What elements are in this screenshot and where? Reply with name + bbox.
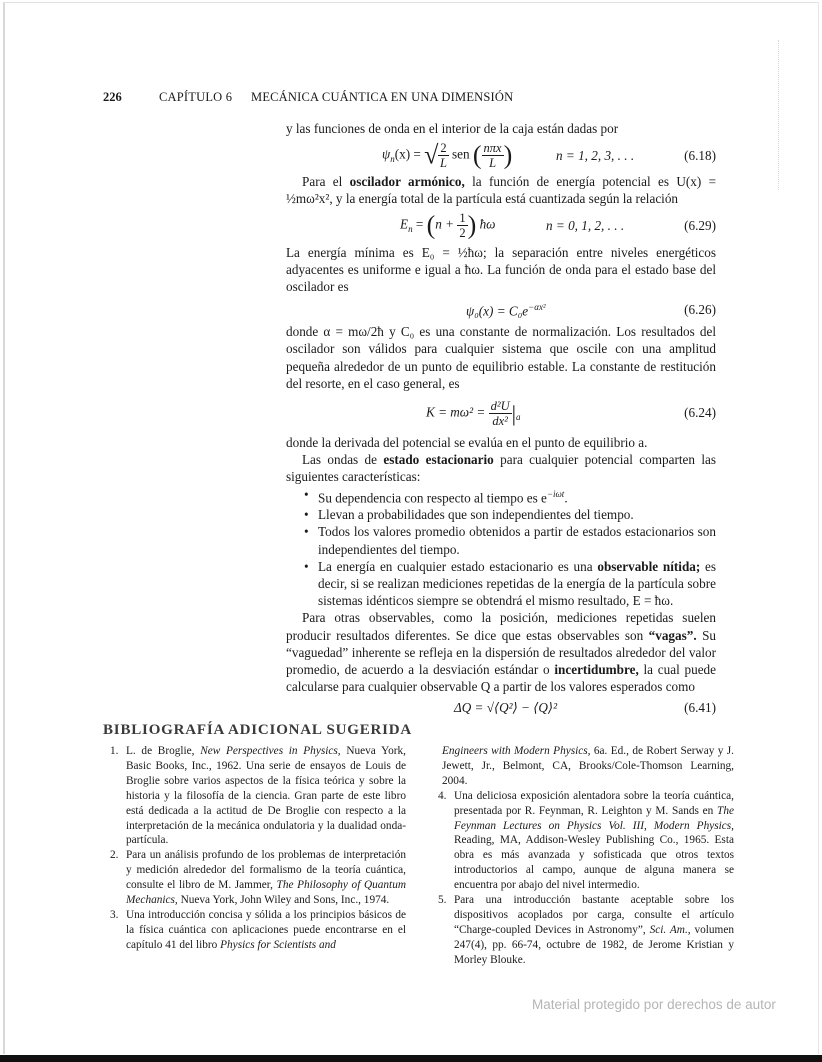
list-item: • Llevan a probabilidades que son independientes del tiempo. [318,506,716,523]
list-item [318,486,716,507]
equation-number: (6.29) [684,218,716,233]
equation-number: (6.41) [684,699,716,715]
text: Reading, MA, Addison-Wesley Publishing Co., 1965. Esta obra es más avanzada y sofisticada que otros textos introductorios al campo, aunque de alguna manera se encuentra por abajo del nivel intermedio. [454,834,734,892]
paragraph [286,173,716,207]
fraction [457,211,467,240]
book-title: New Perspectives in Physics, [200,745,341,757]
paren-left: ( [472,140,482,170]
paragraph [286,451,716,485]
chapter-label: CAPÍTULO 6 [159,90,233,104]
equation-number: (6.26) [684,301,716,317]
paren-left: ( [426,210,436,240]
eq-symbol: E [400,216,409,232]
text: L. de Broglie, [126,745,201,757]
bib-item-continued [438,744,734,789]
text: para cualquier potencial comparten las siguientes características: [286,452,716,485]
eq-sub: n [408,224,413,235]
eq-text: ħω [479,216,496,232]
bib-number: 2. [110,849,119,862]
denominator: 2 [459,226,466,241]
chapter-title: MECÁNICA CUÁNTICA EN UNA DIMENSIÓN [251,90,514,104]
term-bold: estado estacionario [383,452,494,468]
term-bold: incertidumbre, [554,662,639,678]
paragraph [286,609,716,695]
book-title: The Feynman Lectures on Physics Vol. III, Modern Physics, [454,804,734,832]
sqrt-sign: √ [424,140,439,170]
fraction [438,141,448,170]
bib-item [438,789,734,893]
book-title: The Philosophy of Quantum Mechanics, [126,879,407,907]
equation-6-41 [286,695,716,719]
list-item [318,558,716,610]
equation-6-24 [286,392,716,434]
text: la cual puede calcularse para cualquier observable Q a partir de los valores esperados como [286,662,716,695]
characteristics-list [286,486,716,610]
eq-text: ΔQ = √⟨Q²⟩ − ⟨Q⟩² [454,699,558,715]
paren-right: ) [467,210,477,240]
bib-item [110,848,406,908]
term-bold: “vagas”. [648,627,697,643]
text: Para el [302,174,350,190]
bib-number: 4. [438,789,447,802]
bibliography-title: BIBLIOGRAFÍA ADICIONAL SUGERIDA [103,722,413,738]
paragraph: donde α = mω/2ħ y C₀ es una constante de normalización. Los resultados del oscilador son válidos para cualquier sistema que oscile con una amplitud pequeña alrededor de un punto de equilibrio estable. La constante de restitución del resorte, en el caso general, es [286,324,716,391]
text: Para otras observables, como la posición, mediciones repetidas suelen producir resultados diferentes. Se dice que estas observables son [286,610,716,643]
eq-sub: a [516,411,521,422]
text: Su “vaguedad” inherente se refleja en la dispersión de resultados alrededor del valor promedio, de acuerdo a la desviación estándar o [286,627,716,678]
paragraph: La energía mínima es E₀ = ½ħω; la separación entre niveles energéticos adyacentes es uniforme e igual a ħω. La función de onda para el estado base del oscilador es [286,244,716,295]
page-number: 226 [103,90,122,104]
numerator: d²U [490,398,510,413]
equation-6-26 [286,295,716,323]
eq-text: ψ₀(x) = C₀e [466,303,529,319]
text: es decir, si se realizan mediciones repetidas de la energía de la partícula sobre sistemas idénticos siempre se obtendrá el mismo resultado, E = ħω. [318,558,716,609]
eq-sub: n [390,153,395,164]
term-bold: observable nítida; [597,558,701,574]
numerator: 2 [440,140,447,155]
copyright-watermark: Material protegido por derechos de autor [532,997,776,1012]
eq-condition: n = 0, 1, 2, . . . [546,218,625,233]
eq-text: = [415,216,424,232]
text: La energía en cualquier estado estacionario es una [318,558,598,574]
denominator: dx² [492,413,508,428]
paren-right: ) [503,140,513,170]
book-title: Sci. Am., [649,923,691,936]
denominator: L [440,155,447,170]
equation-6-18 [286,137,716,173]
text: Para una introducción bastante aceptable sobre los dispositivos acoplados por carga, consulte el artículo “Charge-coupled Devices in Astronomy”, [454,894,734,936]
eq-text: K = mω² = [426,404,486,420]
text: Su dependencia con respecto al tiempo es e [318,490,547,506]
eq-symbol: ψ [382,146,391,162]
text: Nueva York, John Wiley and Sons, Inc., 1974. [177,894,390,907]
bib-number: 1. [110,745,119,757]
bib-number: 5. [438,894,447,907]
book-title: Engineers with Modern Physics, [442,745,591,757]
eq-text: sen [451,146,470,162]
paragraph: y las funciones de onda en el interior de la caja están dadas por [286,121,619,136]
bib-item [110,744,406,848]
fraction [482,141,504,170]
bib-item [110,908,406,953]
numerator: 1 [459,211,466,226]
bibliography-column-left [110,744,406,953]
book-title: Physics for Scientists and [220,938,336,951]
eq-condition: n = 1, 2, 3, . . . [556,147,635,163]
text: Una deliciosa exposición alentadora sobre la teoría cuántica, presentada por R. Feynman, R. Leighton y M. Sands en [454,789,734,817]
main-text [286,120,716,719]
text: Nueva York, Basic Books, Inc., 1962. Una serie de ensayos de Louis de Broglie sobre varios aspectos de la física teórica y sobre la historia y la filosofía de la ciencia. Gran parte de este libro está dedicada a la actitud de De Broglie con respecto a la interpretación de la mecánica ondulatoria y la dualidad onda-partícula. [126,745,407,847]
bib-number: 3. [110,908,119,921]
eval-bar: | [511,400,517,426]
text: Las ondas de [302,452,384,468]
equation-number: (6.18) [684,147,716,163]
bib-item [438,893,734,968]
list-item: • Todos los valores promedio obtenidos a partir de estados estacionarios son independientes del tiempo. [318,523,716,557]
text: la función de energía potencial es U(x) = ½mω²x², y la energía total de la partícula está cuantizada según la relación [286,174,717,207]
numerator: nπx [483,140,502,155]
text: volumen 247(4), pp. 66-74, octubre de 1982, de Jerome Kristian y Morley Blouke. [454,923,735,966]
text: . [564,490,568,506]
equation-number: (6.24) [684,405,716,421]
term-bold: oscilador armónico, [349,174,465,190]
text: Una introducción concisa y sólida a los principios básicos de la física cuántica con aplicaciones puede encontrarse en el capítulo 41 del libro [126,908,406,951]
bibliography-column-right [438,744,734,968]
eq-sup: −iωt [546,488,565,499]
denominator: L [489,155,497,170]
equation-6-29 [286,208,716,244]
text: Para un análisis profundo de los problemas de interpretación y medición alrededor del formalismo de la teoría cuántica, consulte el libro de M. Jammer, [126,849,406,892]
paragraph: donde la derivada del potencial se evalúa en el punto de equilibrio a. [286,435,648,451]
text: 6a. Ed., de Robert Serway y J. Jewett, Jr., Belmont, CA, Brooks/Cole-Thomson Learning, 2004. [442,745,734,787]
bottom-bar [0,1055,822,1062]
eq-sup: −αx² [528,301,546,312]
eq-text: (x) = [394,146,421,162]
gutter-line [778,40,780,190]
fraction [489,399,512,428]
eq-text: n + [435,216,455,232]
